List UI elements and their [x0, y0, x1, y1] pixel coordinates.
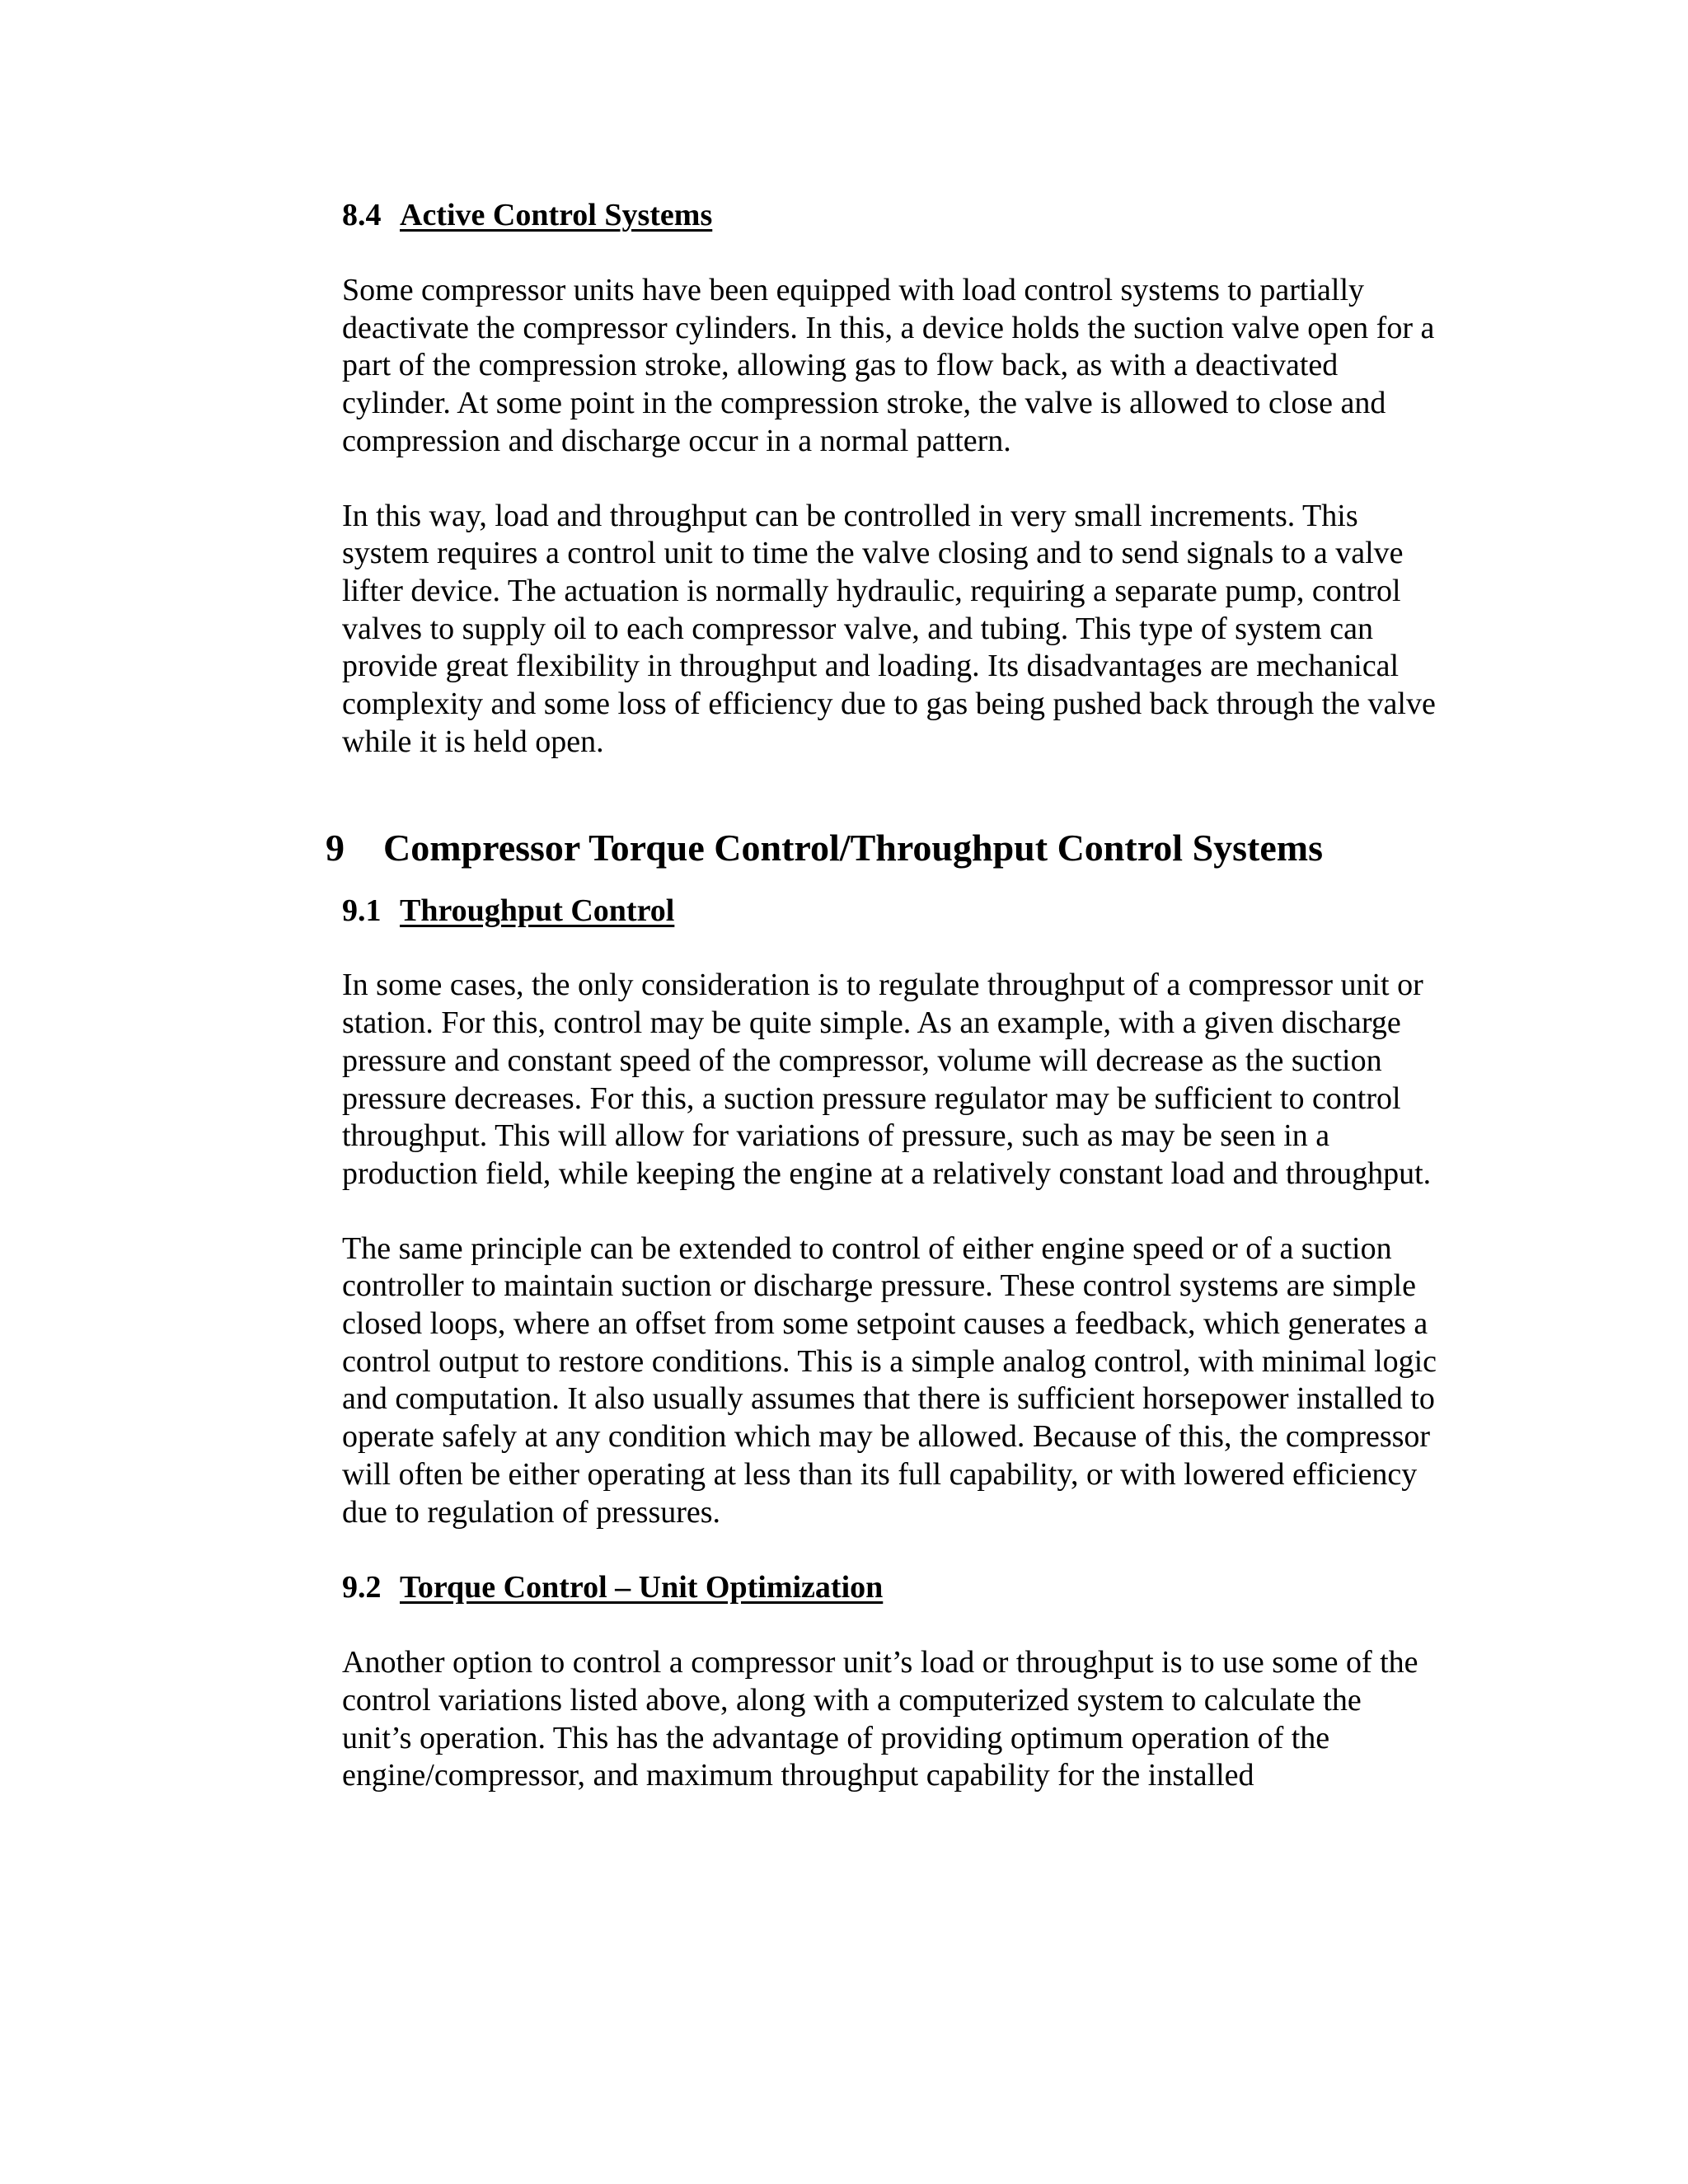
section-9-1-title: Throughput Control — [400, 893, 675, 929]
section-9-2-heading — [342, 1568, 1438, 1606]
section-8-4-paragraph-2: In this way, load and throughput can be controlled in very small increments. This system requires a control unit to time the valve closing and to send signals to a valve lifter device. The actuation is normally hydraulic, requiring a separate pump, control valves to supply oil to each compressor valve, and tubing. This type of system can provide great flexibility in throughput and loading. Its disadvantages are mechanical complexity and some loss of efficiency due to gas being pushed back through the valve while it is held open. — [342, 498, 1436, 759]
section-8-4-number: 8.4 — [342, 198, 382, 232]
section-9-2-title: Torque Control – Unit Optimization — [400, 1570, 884, 1605]
section-9-2-number: 9.2 — [342, 1570, 382, 1605]
page-content — [326, 196, 1438, 1795]
section-9-1-paragraph-1: In some cases, the only consideration is to regulate throughput of a compressor unit or station. For this, control may be quite simple. As an example, with a given discharge pressure and constant speed of the compressor, volume will decrease as the suction pressure decreases. For this, a suction pressure regulator may be sufficient to control throughput. This will allow for variations of pressure, such as may be seen in a production field, while keeping the engine at a relatively constant load and throughput. — [342, 968, 1432, 1191]
section-8-4-title: Active Control Systems — [400, 198, 713, 232]
section-8-4-heading — [342, 196, 1438, 234]
section-9-title: Compressor Torque Control/Throughput Control Systems — [383, 827, 1324, 869]
section-9-number: 9 — [326, 827, 345, 869]
section-9-1-paragraph-2: The same principle can be extended to control of either engine speed or of a suction controller to maintain suction or discharge pressure. These control systems are simple closed loops, where an offset from some setpoint causes a feedback, which generates a control output to restore conditions. This is a simple analog control, with minimal logic and computation. It also usually assumes that there is sufficient horsepower installed to operate safely at any condition which may be allowed. Because of this, the compressor will often be either operating at less than its full capability, or with lowered efficiency due to regulation of pressures. — [342, 1230, 1437, 1530]
section-9-1-heading — [342, 892, 1438, 930]
section-9-heading — [326, 825, 1422, 871]
section-8-4-paragraph-1: Some compressor units have been equipped with load control systems to partially deactivate the compressor cylinders. In this, a device holds the suction valve open for a part of the compression stroke, allowing gas to flow back, as with a deactivated cylinder. At some point in the compression stroke, the valve is allowed to close and compression and discharge occur in a normal pattern. — [342, 273, 1435, 458]
section-9-2-paragraph-1: Another option to control a compressor unit’s load or throughput is to use some of the control variations listed above, along with a computerized system to calculate the unit’s operation. This has the advantage of providing optimum operation of the engine/compressor, and maximum throughput capability for the installed — [342, 1645, 1418, 1793]
section-9-1-number: 9.1 — [342, 893, 382, 929]
